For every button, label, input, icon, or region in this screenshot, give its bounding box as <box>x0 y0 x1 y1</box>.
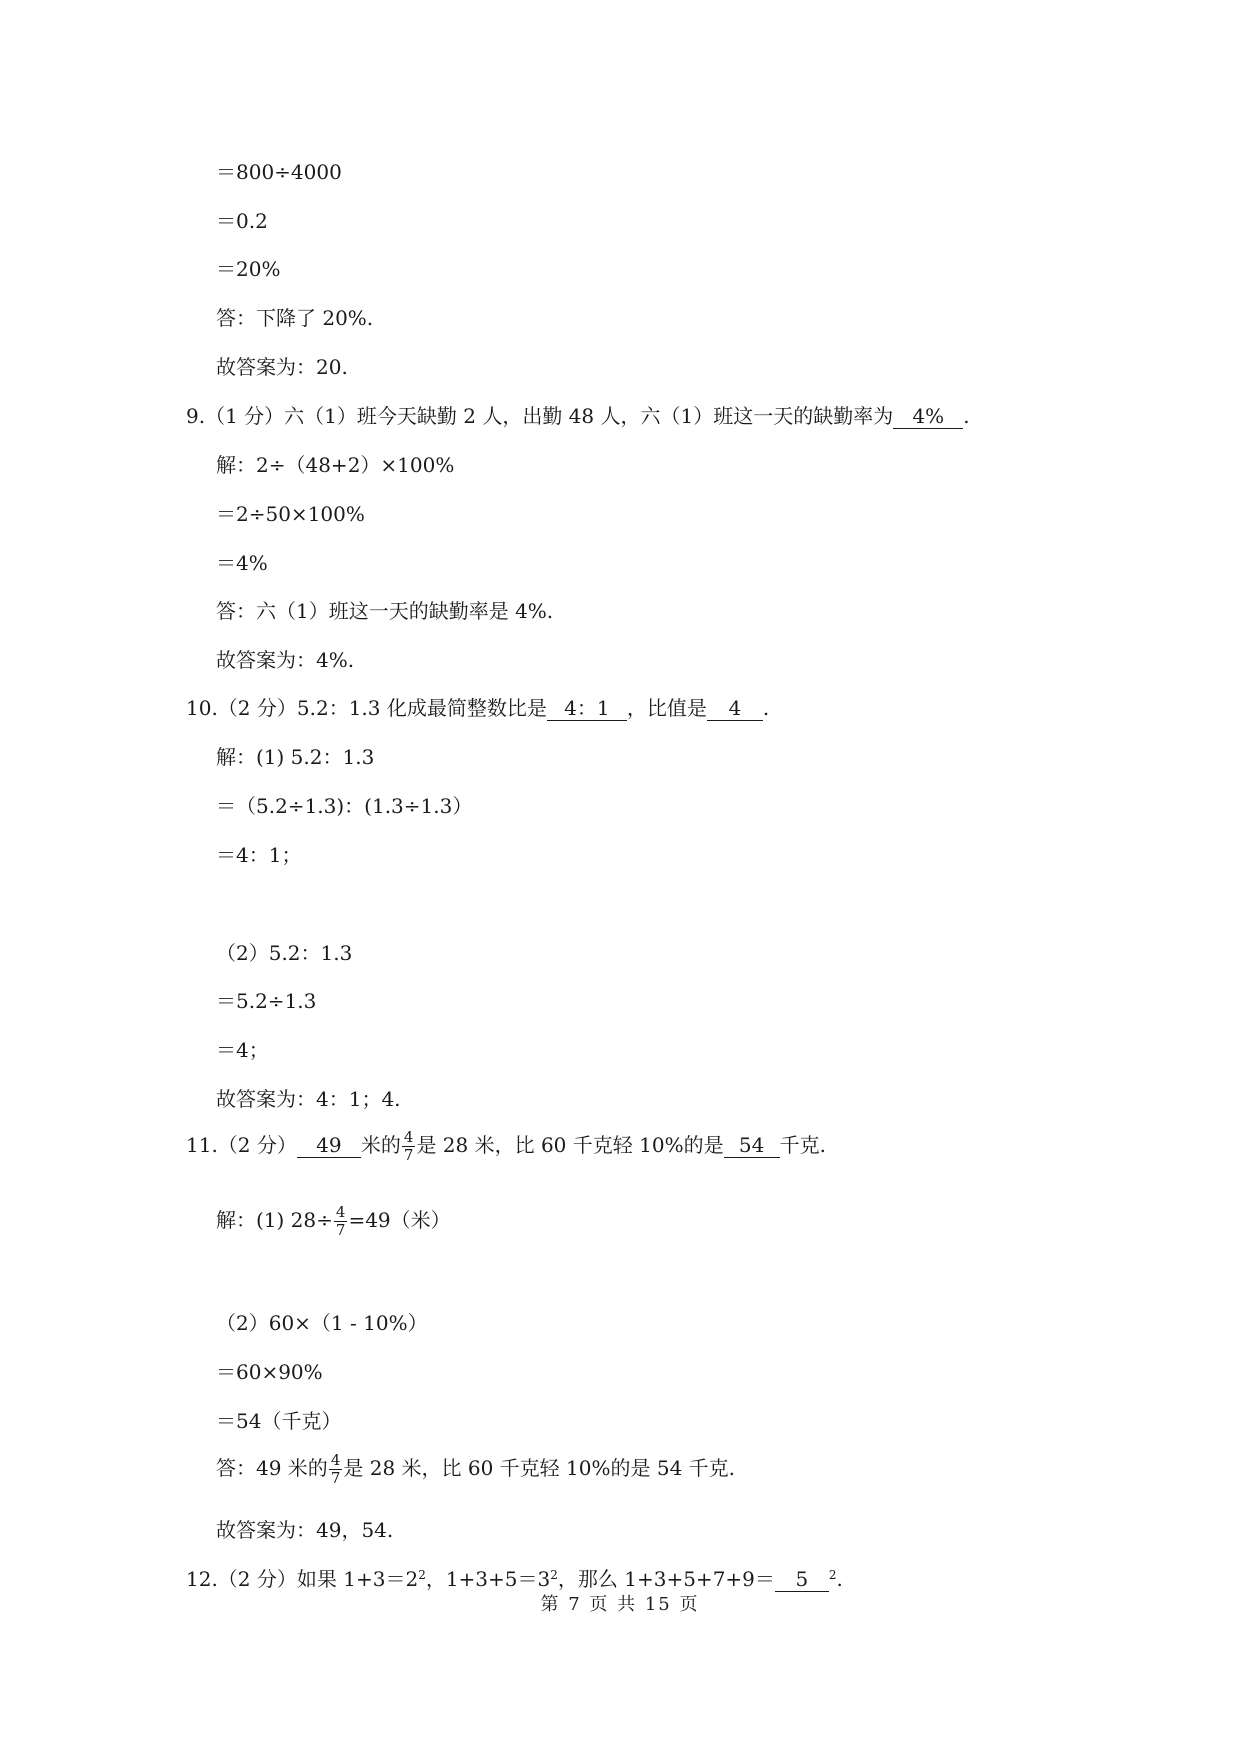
q10-solution-4: （2）5.2：1.3 <box>216 941 353 965</box>
q10-question-end: . <box>762 696 770 720</box>
q12-question-end: . <box>836 1567 843 1591</box>
page-footer: 第 7 页 共 15 页 <box>540 1594 700 1615</box>
q10-solution-5: ＝5.2÷1.3 <box>216 989 317 1013</box>
q10-solution-6: ＝4； <box>216 1038 269 1062</box>
q12-text-2: ，1+3+5＝3 <box>425 1567 551 1591</box>
q11-question-text: 11.（2 分） <box>186 1133 297 1157</box>
fraction-denominator: 7 <box>335 1221 346 1239</box>
q12-blank-1: 5 <box>775 1569 829 1592</box>
q8-answer: 答：下降了 20%. <box>216 306 374 330</box>
q8-step-3: ＝20% <box>216 257 281 281</box>
q9-solution-1: 解：2÷（48+2）×100% <box>216 453 455 477</box>
q8-step-2: ＝0.2 <box>216 209 268 233</box>
q10-blank-2: 4 <box>707 698 763 721</box>
q8-step-1: ＝800÷4000 <box>216 160 342 184</box>
q11-solution-3: ＝60×90% <box>216 1360 323 1384</box>
q12-exponent-3: 2 <box>828 1568 837 1582</box>
q9-answer: 答：六（1）班这一天的缺勤率是 4%. <box>216 599 554 623</box>
q11-answer <box>216 1453 735 1486</box>
q10-solution-1: 解：(1) 5.2：1.3 <box>216 745 375 769</box>
q11-solution-2: （2）60×（1 - 10%） <box>216 1311 428 1335</box>
q8-final-answer: 故答案为：20. <box>216 355 348 379</box>
q11-question-mid-1: 米的 <box>360 1133 401 1157</box>
q11-final-answer: 故答案为：49，54. <box>216 1518 394 1542</box>
q11-question-mid-2: 是 28 米，比 60 千克轻 10%的是 <box>416 1133 724 1157</box>
q12-exponent-1: 2 <box>418 1568 426 1582</box>
q9-question-text: 9.（1 分）六（1）班今天缺勤 2 人，出勤 48 人，六（1）班这一天的缺勤率为 <box>186 404 894 428</box>
q10-question-mid: ，比值是 <box>626 696 707 720</box>
q11-answer-start: 答：49 米的 <box>216 1456 328 1480</box>
fraction-numerator: 4 <box>335 1203 346 1221</box>
fraction-denominator: 7 <box>403 1146 414 1164</box>
q10-solution-2: ＝（5.2÷1.3)：(1.3÷1.3） <box>216 794 473 818</box>
q12-question <box>186 1569 843 1592</box>
q12-exponent-2: 2 <box>550 1568 558 1582</box>
q11-question-end: 千克. <box>779 1133 826 1157</box>
q11-answer-fraction <box>329 1453 343 1486</box>
fraction-numerator: 4 <box>403 1128 414 1146</box>
q11-solution-1-end: =49（米） <box>348 1208 451 1232</box>
q9-question-end: . <box>963 404 970 428</box>
q11-question <box>186 1130 826 1163</box>
q10-blank-1: 4：1 <box>547 698 627 721</box>
q9-blank-1: 4% <box>893 406 963 429</box>
q10-solution-3: ＝4：1； <box>216 843 302 867</box>
q12-text-1: 12.（2 分）如果 1+3＝2 <box>186 1567 419 1591</box>
fraction-denominator: 7 <box>330 1469 341 1487</box>
q11-answer-end: 是 28 米，比 60 千克轻 10%的是 54 千克. <box>343 1456 736 1480</box>
q11-blank-1: 49 <box>297 1135 361 1158</box>
q10-question <box>186 698 769 721</box>
q11-solution-1 <box>216 1205 451 1238</box>
q9-final-answer: 故答案为：4%. <box>216 648 355 672</box>
q10-question-text: 10.（2 分）5.2：1.3 化成最简整数比是 <box>186 696 547 720</box>
q11-solution-1-start: 解：(1) 28÷ <box>216 1208 333 1232</box>
q11-fraction <box>402 1130 416 1163</box>
q9-question <box>186 406 970 429</box>
fraction-numerator: 4 <box>330 1451 341 1469</box>
q11-blank-2: 54 <box>724 1135 780 1158</box>
q10-final-answer: 故答案为：4：1；4. <box>216 1087 401 1111</box>
q11-solution-4: ＝54（千克） <box>216 1409 342 1433</box>
q9-solution-2: ＝2÷50×100% <box>216 502 365 526</box>
q9-solution-3: ＝4% <box>216 551 268 575</box>
q11-solution-fraction <box>334 1205 348 1238</box>
q12-text-3: ，那么 1+3+5+7+9＝ <box>557 1567 775 1591</box>
